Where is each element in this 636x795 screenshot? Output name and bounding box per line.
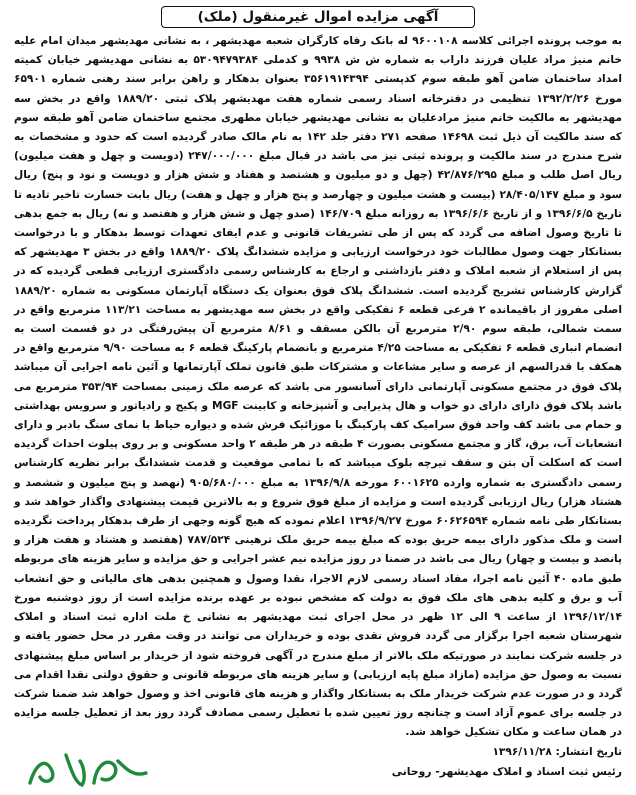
handwritten-number-mark <box>22 743 152 791</box>
signature-line: رئیس ثبت اسناد و املاک مهدیشهر- روحانی <box>391 764 622 778</box>
publish-date: ۱۳۹۶/۱۱/۲۸ <box>492 745 552 758</box>
notice-title: آگهی مزایده اموال غیرمنقول (ملک) <box>161 6 475 28</box>
publish-date-label: تاریخ انتشار: <box>555 745 622 758</box>
notice-body: به موجب پرونده اجرائی کلاسه ۹۶۰۰۱۰۸ له بانک رفاه کارگران شعبه مهدیشهر ، به نشانی مهدیشهر میدان امام علیه خانم منیژ مراد علیان فرزند داراب به شماره ش ش ۹۹۳۸ و کدملی ۵۳۰۹۴۷۹۳۸۴ به نشانی مهدیشهر خیابان کمیته امداد ساختمان ضامن آهو طبقه سوم کدپستی ۳۵۶۱۹۱۴۳۹۴ بعنوان بدهکار و راهن برابر سند رهنی شماره ۶۵۹۰۱ مورخ ۱۳۹۲/۲/۲۶ تنظیمی در دفترخانه اسناد رسمی شماره هفت مهدیشهر پلاک ثبتی ۱۸۸۹/۲۰ واقع در بخش سه مهدیشهر به مالکیت خانم منیژ مرادعلیان به نشانی مهدیشهر خیابان مطهری مجتمع ساختمان ضامن آهو طبقه سوم که سند مالکیت آن ذیل ثبت ۱۴۶۹۸ صفحه ۲۷۱ دفتر جلد ۱۴۲ به نام مالک صادر گردیده است که حدود و مشخصات به شرح مندرج در سند مالکیت و پرونده ثبتی نیز می باشد در قبال مبلغ ۲۴۷/۰۰۰/۰۰۰ (دویست و چهل و هفت میلیون) ریال اصل طلب و مبلغ ۴۲/۸۷۶/۲۹۵ (چهل و دو میلیون و هشتصد و هفتاد و شش هزار و دویست و نود و پنج) ریال سود و مبلغ ۲۸/۴۰۵/۱۴۷ (بیست و هشت میلیون و چهارصد و پنج هزار و چهل و هفت) ریال بابت خسارت تاخیر تادیه تا تاریخ ۱۳۹۶/۶/۵ و از تاریخ ۱۳۹۶/۶/۶ به روزانه مبلغ ۱۴۶/۷۰۹ (صدو چهل و شش هزار و هفتصد و نه) ریال به جمع بدهی تا تاریخ وصول اضافه می گردد که پس از طی تشریفات قانونی و عدم ایفای تعهدات توسط بدهکار و با درخواست بستانکار جهت وصول مطالبات خود درخواست ارزیابی و مزایده ششدانگ پلاک ۱۸۸۹/۲۰ واقع در بخش ۳ مهدیشهر که پس از استعلام از شعبه املاک و دفتر بازداشتی و ارجاع به کارشناس رسمی دادگستری ارزیابی قطعی گردیده که در گزارش کارشناس تشریح گردیده است. ششدانگ پلاک فوق بعنوان یک دستگاه آپارتمان مسکونی به شماره ۱۸۸۹/۲۰ اصلی مفروز از باقیمانده ۲ فرعی قطعه ۶ تفکیکی واقع در بخش سه مهدیشهر به مساحت ۱۱۳/۲۱ مترمربع واقع در سمت شمالی، طبقه سوم ۲/۹۰ مترمربع آن بالکن مسقف و ۸/۶۱ مترمربع آن پیش‌رفتگی در دو قسمت است به انضمام انباری قطعه ۶ تفکیکی به مساحت ۴/۲۵ مترمربع و بانضمام پارکینگ قطعه ۶ به مساحت ۹/۹۰ مترمربع واقع در همکف با قدرالسهم از عرصه و سایر مشاعات و مشترکات طبق قانون تملک آپارتمانها و آئین نامه اجرایی آن میباشد پلاک فوق در مجتمع مسکونی آپارتمانی دارای آسانسور می باشد که عرصه ملک زمینی بمساحت ۳۵۳/۹۴ مترمربع می باشد پلاک فوق دارای دارای دو خواب و هال پذیرایی و آشپزخانه و کابینت MGF و پکیج و رادیاتور و سرویس بهداشتی و حمام می باشد کف واحد فوق سرامیک کف پارکینگ با موزائیک فرش شده و دیواره حیاط با نمای سنگ بادبر و دارای انشعابات آب، برق، گاز و مجتمع مسکونی بصورت ۴ طبقه در هر طبقه ۲ واحد مسکونی و بر روی پیلوت احداث گردیده است که اسکلت آن بتن و سقف تیرچه بلوک میباشد که با تمامی موقعیت و قدمت ششدانگ برابر نظریه کارشناس رسمی دادگستری به شماره وارده ۶۰۰۱۶۲۵ مورخه ۱۳۹۶/۹/۸ به مبلغ ۹۰۵/۶۸۰/۰۰۰ (نهصد و پنج میلیون و ششصد و هشتاد هزار) ریال ارزیابی گردیده است و مزایده از مبلغ فوق شروع و به بالاترین قیمت پیشنهادی واگذار خواهد شد و بستانکار طی نامه شماره ۶۰۶۲۶۵۹۴ مورخ ۱۳۹۶/۹/۲۷ اعلام نموده که هیچ گونه وجهی از طرف بدهکار پرداخت نگردیده است و ملک مذکور دارای بیمه حریق بوده که مبلغ بیمه حریق ملک ترهینی ۷۸۷/۵۲۴ (هفتصد و هشتاد و هفت هزار و پانصد و بیست و چهار) ریال می باشد در ضمنا در روز مزایده نیم عشر اجرایی و حق مزایده و سایر هزینه های مربوطه طبق ماده ۴۰ آئین نامه اجرا، مفاد اسناد رسمی لازم الاجرا، نقدا وصول و همچنین بدهی های مالیاتی و حق انشعاب آب و برق و کلیه بدهی های ملک فوق به دولت که مشخص نبوده بر عهده برنده مزایده است از روز دوشنبه مورخ ۱۳۹۶/۱۲/۱۴ از ساعت ۹ الی ۱۲ ظهر در محل اجرای ثبت مهدیشهر به نشانی خ ملت اداره ثبت اسناد و املاک شهرستان شعبه اجرا برگزار می گردد فروش نقدی بوده و خریداران می توانند در وقت مقرر در محل حضور یافته و در جلسه شرکت نمایند در صورتیکه ملک بالاتر از مبلغ مندرج در آگهی فروخته شود از خریدار بر اساس مبلغ پیشنهادی نسبت به وصول حق مزایده (مازاد مبلغ پایه ارزیابی) و سایر هزینه های مربوطه قانونی و حقوق دولتی نقدا اقدام می گردد و در صورت عدم شرکت خریدار ملک به بستانکار واگذار و هزینه های قانونی اخذ و وصول خواهد شد ضمنا شرکت در جلسه برای عموم آزاد است و چنانچه روز تعیین شده با تعطیل رسمی مصادف گردد روز بعد از تعطیل جلسه مزایده در همان ساعت و مکان تشکیل خواهد شد. <box>14 35 623 739</box>
